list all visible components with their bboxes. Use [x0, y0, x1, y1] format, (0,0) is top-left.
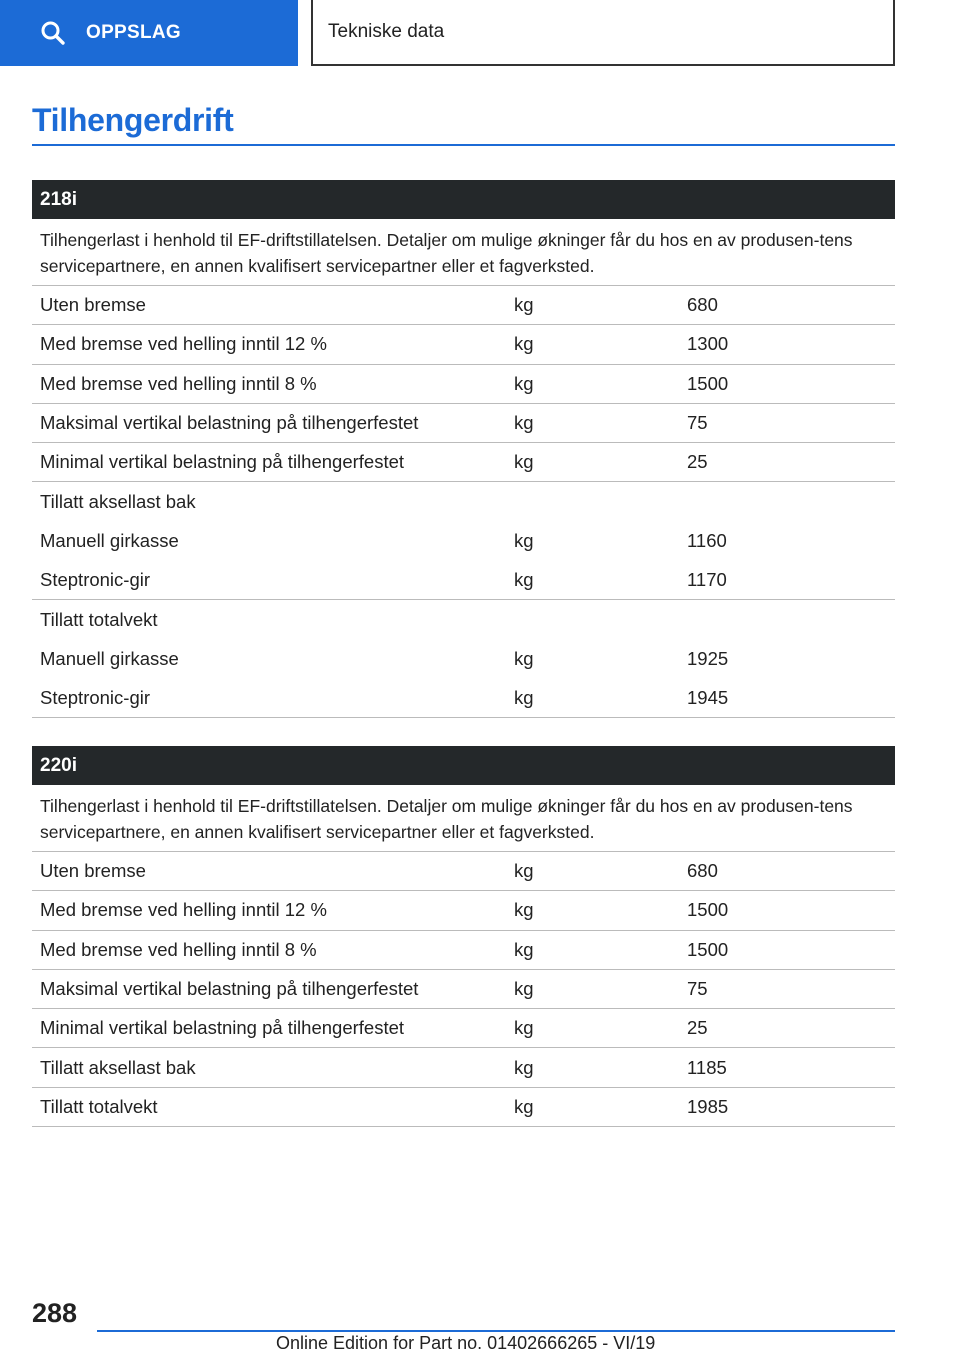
table-row: [32, 1088, 895, 1127]
table-row: [32, 561, 895, 600]
search-icon: [40, 20, 66, 46]
table-row: [32, 522, 895, 561]
row-value: 1945: [687, 687, 729, 709]
row-label: Tillatt totalvekt: [40, 1095, 158, 1117]
table-row: [32, 600, 895, 639]
row-label: Steptronic-gir: [40, 569, 151, 591]
table-row: [32, 1048, 895, 1087]
row-label: Minimal vertikal belastning på tilhengerfestet: [40, 1017, 405, 1039]
row-value: 680: [687, 860, 718, 882]
row-label: Steptronic-gir: [40, 687, 151, 709]
page-title: Tilhengerdrift: [32, 102, 234, 138]
row-value: 25: [687, 1017, 708, 1039]
spec-block-220i: [32, 746, 895, 1127]
table-row: [32, 482, 895, 521]
footer-divider: [97, 1330, 895, 1332]
row-unit: kg: [514, 687, 534, 709]
table-row: [32, 443, 895, 482]
section-title-text: Tekniske data: [328, 21, 445, 42]
row-value: 75: [687, 412, 708, 434]
row-value: 75: [687, 978, 708, 1000]
row-label: Tillatt aksellast bak: [40, 491, 196, 513]
row-unit: kg: [514, 294, 534, 316]
block-description: Tilhengerlast i henhold til EF-driftstillatelsen. Detaljer om mulige økninger får du hos en av produsen-tens servicepartnere, en annen kvalifisert servicepartner eller et fagverksted.: [32, 219, 895, 286]
search-button-label: OPPSLAG: [86, 22, 182, 43]
row-label: Uten bremse: [40, 860, 146, 882]
table-row: [32, 891, 895, 930]
section-title: [311, 0, 895, 66]
row-value: 1500: [687, 899, 729, 921]
row-unit: kg: [514, 978, 534, 1000]
row-label: Tillatt aksellast bak: [40, 1056, 196, 1078]
table-row: [32, 325, 895, 364]
row-unit: kg: [514, 1095, 534, 1117]
row-value: 1500: [687, 372, 729, 394]
row-label: Med bremse ved helling inntil 12 %: [40, 899, 327, 921]
row-unit: kg: [514, 372, 534, 394]
page-number: 288: [32, 1298, 78, 1328]
row-unit: kg: [514, 1056, 534, 1078]
row-unit: kg: [514, 648, 534, 670]
row-unit: kg: [514, 899, 534, 921]
search-button[interactable]: [0, 0, 298, 66]
row-unit: kg: [514, 1017, 534, 1039]
row-unit: kg: [514, 530, 534, 552]
row-value: 1500: [687, 938, 729, 960]
row-value: 1185: [687, 1056, 727, 1078]
row-value: 25: [687, 451, 708, 473]
table-row: [32, 970, 895, 1009]
table-row: [32, 365, 895, 404]
title-divider: [32, 144, 895, 146]
row-unit: kg: [514, 412, 534, 434]
block-description: Tilhengerlast i henhold til EF-driftstillatelsen. Detaljer om mulige økninger får du hos en av produsen-tens servicepartnere, en annen kvalifisert servicepartner eller et fagverksted.: [32, 785, 895, 852]
block-header: 218i: [32, 180, 895, 219]
table-row: [32, 1009, 895, 1048]
row-value: 1985: [687, 1095, 729, 1117]
block-header: 220i: [32, 746, 895, 785]
row-label: Maksimal vertikal belastning på tilhengerfestet: [40, 978, 419, 1000]
spec-block-218i: [32, 180, 895, 718]
row-value: 1160: [687, 530, 727, 552]
row-value: 1925: [687, 648, 729, 670]
row-label: Med bremse ved helling inntil 12 %: [40, 333, 327, 355]
row-value: 1170: [687, 569, 727, 591]
table-row: [32, 679, 895, 718]
row-label: Maksimal vertikal belastning på tilhengerfestet: [40, 412, 419, 434]
row-value: 680: [687, 294, 718, 316]
footer-edition-text: Online Edition for Part no. 01402666265 - VI/19: [276, 1333, 656, 1353]
table-row: [32, 931, 895, 970]
table-row: [32, 852, 895, 891]
row-label: Med bremse ved helling inntil 8 %: [40, 372, 317, 394]
row-label: Manuell girkasse: [40, 648, 179, 670]
row-label: Uten bremse: [40, 294, 146, 316]
table-row: [32, 286, 895, 325]
row-label: Manuell girkasse: [40, 530, 179, 552]
top-bar: [0, 0, 960, 66]
table-row: [32, 404, 895, 443]
row-unit: kg: [514, 451, 534, 473]
row-unit: kg: [514, 860, 534, 882]
row-unit: kg: [514, 333, 534, 355]
row-value: 1300: [687, 333, 729, 355]
row-label: Tillatt totalvekt: [40, 609, 158, 631]
row-label: Med bremse ved helling inntil 8 %: [40, 938, 317, 960]
row-label: Minimal vertikal belastning på tilhengerfestet: [40, 451, 405, 473]
row-unit: kg: [514, 569, 534, 591]
table-row: [32, 640, 895, 679]
row-unit: kg: [514, 938, 534, 960]
